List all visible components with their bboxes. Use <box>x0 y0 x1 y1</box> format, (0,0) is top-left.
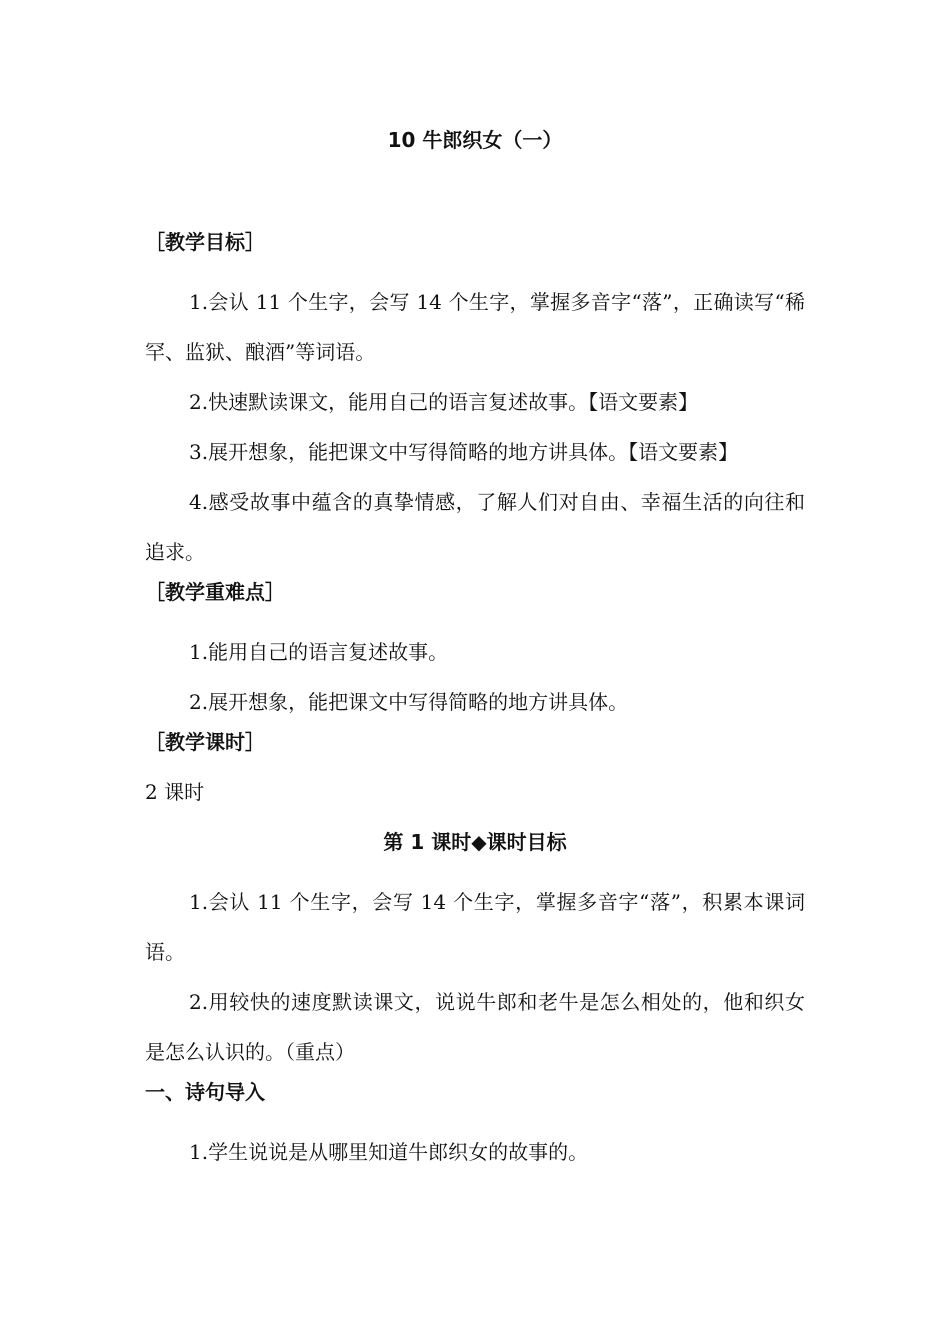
section-heading-objectives: ［教学目标］ <box>145 230 265 254</box>
document-body <box>145 227 805 1177</box>
objective-item: 3.展开想象，能把课文中写得简略的地方讲具体。【语文要素】 <box>189 440 739 464</box>
objective-item: 2.快速默读课文，能用自己的语言复述故事。【语文要素】 <box>189 390 699 414</box>
key-point-item: 2.展开想象，能把课文中写得简略的地方讲具体。 <box>189 690 629 714</box>
section-heading-hours: ［教学课时］ <box>145 730 265 754</box>
document-title: 10 牛郎织女（一） <box>387 128 563 152</box>
lesson1-objective-item: 1.会认 11 个生字，会写 14 个生字，掌握多音字“落”，积累本课词语。 <box>145 890 805 964</box>
section-heading-key-points: ［教学重难点］ <box>145 580 285 604</box>
key-point-item: 1.能用自己的语言复述故事。 <box>189 640 449 664</box>
hours-value: 2 课时 <box>145 780 205 804</box>
lesson1-objective-item: 2.用较快的速度默读课文，说说牛郎和老牛是怎么相处的，他和织女是怎么认识的。（重点） <box>145 990 805 1064</box>
objective-item: 1.会认 11 个生字，会写 14 个生字，掌握多音字“落”，正确读写“稀罕、监狱、酿酒”等词语。 <box>145 290 805 364</box>
lesson1-subtitle: 第 1 课时◆课时目标 <box>383 830 567 854</box>
objective-item: 4.感受故事中蕴含的真挚情感，了解人们对自由、幸福生活的向往和追求。 <box>145 490 805 564</box>
part1-item: 1.学生说说是从哪里知道牛郎织女的故事的。 <box>189 1140 589 1164</box>
section-heading-part1: 一、诗句导入 <box>145 1080 265 1104</box>
